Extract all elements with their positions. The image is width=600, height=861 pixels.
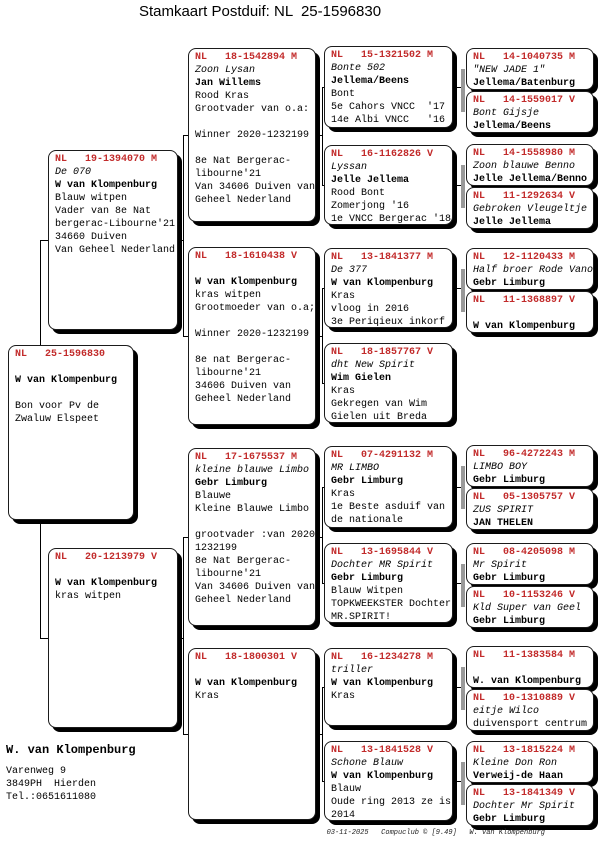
pedigree-line: Bon voor Pv de xyxy=(15,401,100,412)
ring-number: NL 18-1610438 V xyxy=(195,251,298,262)
pedigree-box-D3 xyxy=(324,248,453,328)
ring-number: NL 96-4272243 M xyxy=(473,449,576,460)
ring-number: NL 13-1815224 M xyxy=(473,745,576,756)
pedigree-box-C3 xyxy=(188,448,316,626)
pedigree-line: JAN THELEN xyxy=(473,518,534,529)
pedigree-line: "NEW JADE 1" xyxy=(473,65,546,76)
ring-number: NL 15-1321502 M xyxy=(331,50,434,61)
pedigree-line: ZUS SPIRIT xyxy=(473,505,534,516)
pedigree-line: W van Klompenburg xyxy=(331,678,434,689)
pedigree-line: bergerac-Libourne'21 xyxy=(55,219,176,230)
ring-number: NL 18-1800301 V xyxy=(195,652,298,663)
pedigree-box-D8 xyxy=(324,741,453,821)
pedigree-line: Geheel Nederland xyxy=(195,195,292,206)
connector-segment xyxy=(316,135,322,136)
pedigree-line: Zomerjong '16 xyxy=(331,201,410,212)
connector-segment xyxy=(316,537,322,538)
ring-number: NL 05-1305757 V xyxy=(473,492,576,503)
pedigree-box-E5 xyxy=(466,248,594,290)
ring-number: NL 14-1558980 M xyxy=(473,148,576,159)
pedigree-line: Zoon Lysan xyxy=(195,65,256,76)
pedigree-box-E9 xyxy=(466,543,594,585)
pedigree-box-E7 xyxy=(466,445,594,487)
pedigree-box-D1 xyxy=(324,46,453,128)
pedigree-line: kleine blauwe Limbo xyxy=(195,465,310,476)
ring-number: NL 16-1162826 V xyxy=(331,149,434,160)
pedigree-line: Zoon blauwe Benno xyxy=(473,161,576,172)
pedigree-line: Kld Super van Geel xyxy=(473,603,582,614)
ring-number: NL 11-1292634 V xyxy=(473,191,576,202)
pedigree-line: Blauw xyxy=(331,784,362,795)
connector-segment xyxy=(178,638,184,639)
pedigree-line xyxy=(195,516,312,529)
pedigree-box-C4 xyxy=(188,648,316,820)
pedigree-line: grootvader :van 2020 xyxy=(195,530,316,541)
pedigree-box-E8 xyxy=(466,488,594,530)
pedigree-box-E10 xyxy=(466,586,594,628)
pedigree-line xyxy=(15,387,130,400)
pedigree-line: Bonte 502 xyxy=(331,63,386,74)
pedigree-line: Gebr Limburg xyxy=(195,478,268,489)
pedigree-line: Blauw witpen xyxy=(55,193,128,204)
pedigree-line: Zwaluw Elspeet xyxy=(15,414,100,425)
pedigree-line: kras witpen xyxy=(195,290,262,301)
page-title: Stamkaart Postduif: NL 25-1596830 xyxy=(138,3,382,20)
pedigree-line: W van Klompenburg xyxy=(15,375,118,386)
ring-number: NL 10-1310889 V xyxy=(473,693,576,704)
ring-number: NL 10-1153246 V xyxy=(473,590,576,601)
box-body xyxy=(473,107,590,133)
owner-block xyxy=(6,742,136,804)
ring-number: NL 11-1368897 V xyxy=(473,295,576,306)
pedigree-line: 8e nat Bergerac- xyxy=(195,355,292,366)
pedigree-line xyxy=(55,564,174,577)
ring-number: NL 11-1383584 M xyxy=(473,650,576,661)
pedigree-line: Geheel Nederland xyxy=(195,595,292,606)
pedigree-line: Jelle Jellema xyxy=(331,175,410,186)
box-body xyxy=(331,757,452,821)
connector-segment xyxy=(461,466,465,509)
owner-phone: Tel.:0651611080 xyxy=(6,792,97,803)
pedigree-line: Van 34606 Duiven van xyxy=(195,582,316,593)
pedigree-line: Bont Gijsje xyxy=(473,108,540,119)
pedigree-line: 14e Albi VNCC '16 xyxy=(331,115,446,126)
connector-segment xyxy=(461,762,465,805)
box-body xyxy=(473,461,590,487)
connector-segment xyxy=(453,781,461,782)
pedigree-line: 34606 Duiven van xyxy=(195,381,292,392)
ring-number: NL 18-1857767 V xyxy=(331,347,434,358)
connector-segment xyxy=(461,165,465,208)
pedigree-line: libourne'21 xyxy=(195,169,262,180)
pedigree-line: Kleine Blauwe Limbo xyxy=(195,504,310,515)
connector-segment xyxy=(322,687,323,782)
pedigree-line xyxy=(195,664,312,677)
box-body xyxy=(195,464,316,607)
ring-number: NL 13-1841349 V xyxy=(473,788,576,799)
pedigree-box-E6 xyxy=(466,291,594,333)
pedigree-box-E13 xyxy=(466,741,594,783)
connector-segment xyxy=(453,687,461,688)
pedigree-box-E11 xyxy=(466,646,594,688)
pedigree-line: De 070 xyxy=(55,167,92,178)
pedigree-line: W van Klompenburg xyxy=(55,180,158,191)
owner-address-line2: 3849PH Hierden xyxy=(6,779,97,790)
pedigree-line: Oude ring 2013 ze is xyxy=(331,797,452,808)
connector-segment xyxy=(40,638,48,639)
pedigree-line: Kras xyxy=(195,691,220,702)
pedigree-line: Geheel Nederland xyxy=(195,394,292,405)
pedigree-line: Gielen uit Breda xyxy=(331,412,428,423)
pedigree-line xyxy=(195,315,312,328)
ring-number: NL 13-1695844 V xyxy=(331,547,434,558)
pedigree-line: Wim Gielen xyxy=(331,373,392,384)
connector-segment xyxy=(316,734,322,735)
pedigree-box-E1 xyxy=(466,48,594,90)
pedigree-line: 8e Nat Bergerac- xyxy=(195,156,292,167)
box-body xyxy=(473,307,590,333)
box-body xyxy=(331,161,452,225)
pedigree-line: Kras xyxy=(331,386,356,397)
credit-line: 03-11-2025 Compuclub © [9.49] W. van Klompenburg xyxy=(326,829,545,837)
connector-segment xyxy=(322,487,323,584)
box-body xyxy=(473,64,590,90)
box-body xyxy=(473,264,594,290)
pedigree-line: Gekregen van Wim xyxy=(331,399,428,410)
pedigree-line: Van 34606 Duiven van xyxy=(195,182,316,193)
pedigree-box-E14 xyxy=(466,784,594,826)
pedigree-line: Gebr Limburg xyxy=(473,278,546,289)
box-body xyxy=(195,664,312,703)
ring-number: NL 14-1559017 V xyxy=(473,95,576,106)
pedigree-line: Jellema/Beens xyxy=(331,76,410,87)
pedigree-line: libourne'21 xyxy=(195,569,262,580)
pedigree-box-E12 xyxy=(466,689,594,731)
pedigree-line: Kras xyxy=(331,291,356,302)
pedigree-line: Grootvader van o.a: xyxy=(195,104,310,115)
pedigree-line: Gebr Limburg xyxy=(473,475,546,486)
pedigree-line: W. van Klompenburg xyxy=(473,676,582,687)
connector-segment xyxy=(453,583,461,584)
pedigree-line xyxy=(195,116,312,129)
pedigree-line: Grootmoeder van o.a; xyxy=(195,303,316,314)
pedigree-line: Kras xyxy=(331,691,356,702)
box-body xyxy=(55,564,174,603)
pedigree-line xyxy=(195,142,312,155)
pedigree-box-E2 xyxy=(466,91,594,133)
box-body xyxy=(473,559,590,585)
pedigree-line: TOPKWEEKSTER Dochter xyxy=(331,599,452,610)
pedigree-line: Jan Willems xyxy=(195,78,262,89)
box-body xyxy=(473,662,590,688)
ring-number: NL 14-1040735 M xyxy=(473,52,576,63)
pedigree-line: de nationale xyxy=(331,515,404,526)
ring-number: NL 18-1542894 M xyxy=(195,52,298,63)
pedigree-line: Gebr Limburg xyxy=(473,616,546,627)
ring-number: NL 16-1234278 M xyxy=(331,652,434,663)
connector-segment xyxy=(461,564,465,607)
ring-number: NL 13-1841377 M xyxy=(331,252,434,263)
connector-segment xyxy=(461,269,465,312)
ring-number: NL 19-1394070 M xyxy=(55,154,158,165)
pedigree-line xyxy=(195,341,312,354)
box-body xyxy=(473,705,590,731)
pedigree-line: W van Klompenburg xyxy=(195,277,298,288)
pedigree-line: Dochter MR Spirit xyxy=(331,560,434,571)
connector-segment xyxy=(453,185,461,186)
pedigree-line: Mr Spirit xyxy=(473,560,528,571)
connector-segment xyxy=(316,336,322,337)
pedigree-line: Gebr Limburg xyxy=(473,814,546,825)
pedigree-line: 1e Beste asduif van xyxy=(331,502,446,513)
pedigree-line: Vader van 8e Nat xyxy=(55,206,152,217)
pedigree-line: Gebr Limburg xyxy=(331,476,404,487)
pedigree-line: Winner 2020-1232199 xyxy=(195,329,310,340)
pedigree-line xyxy=(473,662,590,675)
connector-segment xyxy=(183,135,184,337)
ring-number: NL 12-1120433 M xyxy=(473,252,576,263)
pedigree-line xyxy=(195,263,312,276)
pedigree-box-D4 xyxy=(324,343,453,423)
pedigree-line: kras witpen xyxy=(55,591,122,602)
ring-number: NL 07-4291132 M xyxy=(331,450,434,461)
pedigree-line: 2014 xyxy=(331,810,356,821)
connector-segment xyxy=(322,87,323,186)
ring-number: NL 17-1675537 M xyxy=(195,452,298,463)
pedigree-line: 1e VNCC Bergerac '18 xyxy=(331,214,452,225)
pedigree-line: Rood Bont xyxy=(331,188,386,199)
ring-number: NL 20-1213979 V xyxy=(55,552,158,563)
pedigree-box-A xyxy=(8,345,134,520)
pedigree-line: De 377 xyxy=(331,265,368,276)
pedigree-box-D2 xyxy=(324,145,453,225)
box-body xyxy=(55,166,174,257)
pedigree-box-D5 xyxy=(324,446,453,528)
pedigree-line: Gebr Limburg xyxy=(473,573,546,584)
box-body xyxy=(473,504,590,530)
pedigree-line: Winner 2020-1232199 xyxy=(195,130,310,141)
pedigree-line: MR.SPIRIT! xyxy=(331,612,392,623)
ring-number: NL 13-1841528 V xyxy=(331,745,434,756)
box-body xyxy=(473,160,590,186)
connector-segment xyxy=(40,240,48,241)
box-body xyxy=(331,359,449,423)
pedigree-box-C2 xyxy=(188,247,316,425)
pedigree-line: Half broer Rode Vano xyxy=(473,265,594,276)
connector-segment xyxy=(453,87,461,88)
connector-segment xyxy=(178,240,184,241)
pedigree-line: Blauw Witpen xyxy=(331,586,404,597)
pedigree-line: Lyssan xyxy=(331,162,368,173)
pedigree-line: Kras xyxy=(331,489,356,500)
pedigree-line: dht New Spirit xyxy=(331,360,416,371)
pedigree-line: Kleine Don Ron xyxy=(473,758,558,769)
pedigree-line: Van Geheel Nederland xyxy=(55,245,176,256)
box-body xyxy=(331,62,449,127)
box-body xyxy=(331,462,449,527)
pedigree-line: 8e Nat Bergerac- xyxy=(195,556,292,567)
pedigree-line: Bont xyxy=(331,89,356,100)
pedigree-line: Verweij-de Haan xyxy=(473,771,564,782)
box-body xyxy=(331,664,449,703)
pedigree-line: MR LIMBO xyxy=(331,463,380,474)
pedigree-line: 5e Cahors VNCC '17 xyxy=(331,102,446,113)
pedigree-line: 1232199 xyxy=(195,543,238,554)
connector-segment xyxy=(461,667,465,710)
pedigree-line: W van Klompenburg xyxy=(331,278,434,289)
pedigree-box-B2 xyxy=(48,548,178,728)
box-body xyxy=(195,263,316,406)
pedigree-line: Gebr Limburg xyxy=(331,573,404,584)
pedigree-line: eitje Wilco xyxy=(473,706,540,717)
pedigree-box-C1 xyxy=(188,48,316,222)
connector-segment xyxy=(322,288,323,384)
box-body xyxy=(473,203,590,229)
pedigree-line: triller xyxy=(331,665,374,676)
pedigree-line: Blauwe xyxy=(195,491,232,502)
box-body xyxy=(331,264,449,328)
box-body xyxy=(473,800,590,826)
pedigree-line: Jellema/Batenburg xyxy=(473,78,576,89)
pedigree-box-D6 xyxy=(324,543,453,623)
owner-address-line1: Varenweg 9 xyxy=(6,766,67,777)
pedigree-line: 3e Periqieux inkorf xyxy=(331,317,446,328)
pedigree-line: vloog in 2016 xyxy=(331,304,410,315)
box-body xyxy=(331,559,452,623)
connector-segment xyxy=(461,69,465,112)
box-body xyxy=(473,757,590,783)
connector-segment xyxy=(453,487,461,488)
pedigree-line xyxy=(473,307,590,320)
pedigree-box-B1 xyxy=(48,150,178,330)
pedigree-line: W van Klompenburg xyxy=(195,678,298,689)
box-body xyxy=(15,361,130,426)
owner-name: W. van Klompenburg xyxy=(6,743,136,757)
pedigree-line: W van Klompenburg xyxy=(331,771,434,782)
pedigree-line xyxy=(15,361,130,374)
pedigree-box-E3 xyxy=(466,144,594,186)
pedigree-line: LIMBO BOY xyxy=(473,462,528,473)
pedigree-line: Rood Kras xyxy=(195,91,250,102)
pedigree-box-E4 xyxy=(466,187,594,229)
pedigree-box-D7 xyxy=(324,648,453,726)
ring-number: NL 25-1596830 xyxy=(15,349,106,360)
pedigree-line: libourne'21 xyxy=(195,368,262,379)
pedigree-line: Jelle Jellema xyxy=(473,217,552,228)
box-body xyxy=(473,602,590,628)
pedigree-line: W van Klompenburg xyxy=(55,578,158,589)
pedigree-line: Gebroken Vleugeltje xyxy=(473,204,588,215)
connector-segment xyxy=(183,537,184,735)
pedigree-line: Jellema/Beens xyxy=(473,121,552,132)
box-body xyxy=(195,64,316,207)
pedigree-line: 34660 Duiven xyxy=(55,232,128,243)
pedigree-line: W van Klompenburg xyxy=(473,321,576,332)
connector-segment xyxy=(453,288,461,289)
pedigree-line: Dochter Mr Spirit xyxy=(473,801,576,812)
pedigree-line: Jelle Jellema/Benno xyxy=(473,174,588,185)
pedigree-line: duivensport centrum xyxy=(473,719,588,730)
ring-number: NL 08-4205098 M xyxy=(473,547,576,558)
pedigree-line: Schone Blauw xyxy=(331,758,404,769)
